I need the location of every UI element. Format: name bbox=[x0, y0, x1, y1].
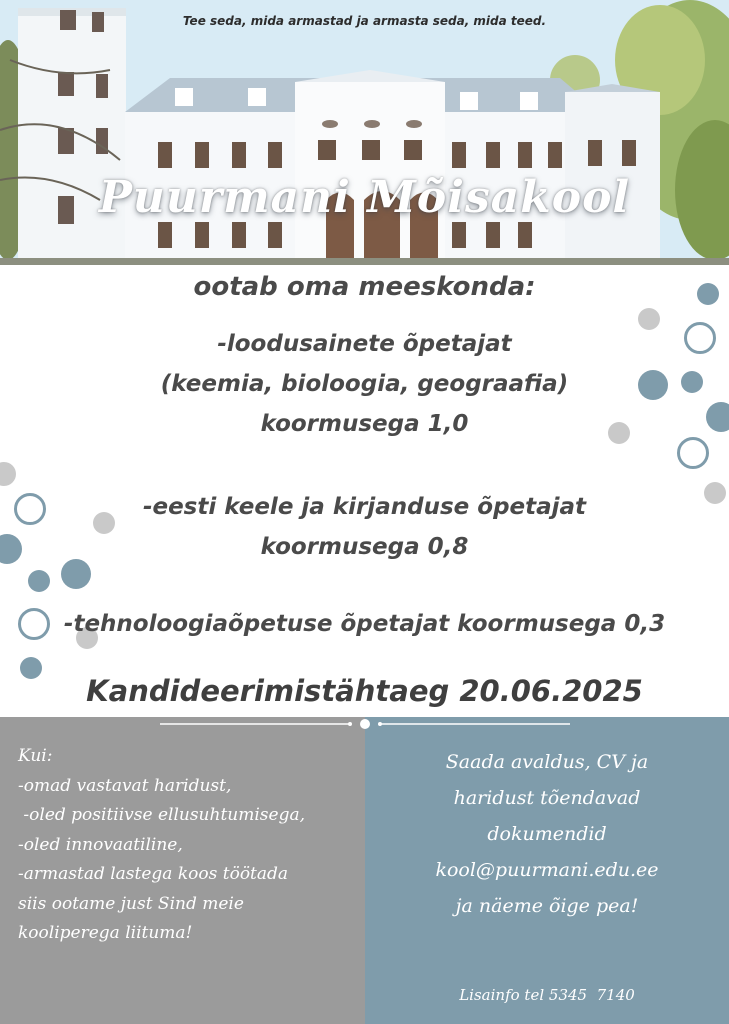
requirements-list bbox=[18, 742, 358, 949]
requirements-line: siis ootame just Sind meie bbox=[18, 893, 244, 914]
requirements-line: -oled innovaatiline, bbox=[18, 834, 183, 855]
hero-photo bbox=[0, 0, 729, 265]
requirements-line: -armastad lastega koos töötada bbox=[18, 864, 289, 884]
contact-line: haridust tõendavad bbox=[453, 787, 641, 809]
job-load: koormusega 1,0 bbox=[260, 411, 469, 437]
job-title: -loodusainete õpetajat bbox=[217, 331, 512, 357]
decor-dot bbox=[28, 570, 50, 592]
requirements-line: -omad vastavat haridust, bbox=[18, 775, 232, 796]
manor-house-illustration bbox=[0, 0, 729, 265]
job-title: -eesti keele ja kirjanduse õpetajat bbox=[142, 494, 587, 520]
job-title: -tehnoloogiaõpetuse õpetajat koormusega 0,3 bbox=[63, 611, 666, 637]
requirements-line: Kui: bbox=[18, 746, 53, 766]
contact-phone: Lisainfo tel 5345 7140 bbox=[459, 986, 635, 1004]
school-name-title: Puurmani Mõisakool bbox=[98, 172, 631, 223]
requirements-line: -oled positiivse ellusuhtumisega, bbox=[18, 805, 305, 825]
decor-dot bbox=[0, 462, 16, 486]
contact-instructions bbox=[365, 744, 729, 924]
ornament-divider bbox=[160, 718, 570, 730]
contact-email: kool@puurmani.edu.ee bbox=[435, 859, 659, 881]
job-load: koormusega 0,8 bbox=[260, 534, 469, 560]
job-subjects: (keemia, bioloogia, geograafia) bbox=[160, 371, 569, 397]
application-deadline: Kandideerimistähtaeg 20.06.2025 bbox=[86, 674, 643, 708]
job-listing-estonian bbox=[0, 487, 729, 567]
contact-line: ja näeme õige pea! bbox=[455, 895, 639, 917]
contact-line: dokumendid bbox=[487, 823, 607, 845]
contact-line: Saada avaldus, CV ja bbox=[445, 751, 649, 773]
job-listing-science bbox=[0, 324, 729, 444]
motto-text: Tee seda, mida armastad ja armasta seda, mida teed. bbox=[182, 14, 547, 28]
requirements-line: kooliperega liituma! bbox=[18, 923, 193, 943]
headline: ootab oma meeskonda: bbox=[193, 272, 536, 302]
job-listing-technology bbox=[0, 604, 729, 644]
